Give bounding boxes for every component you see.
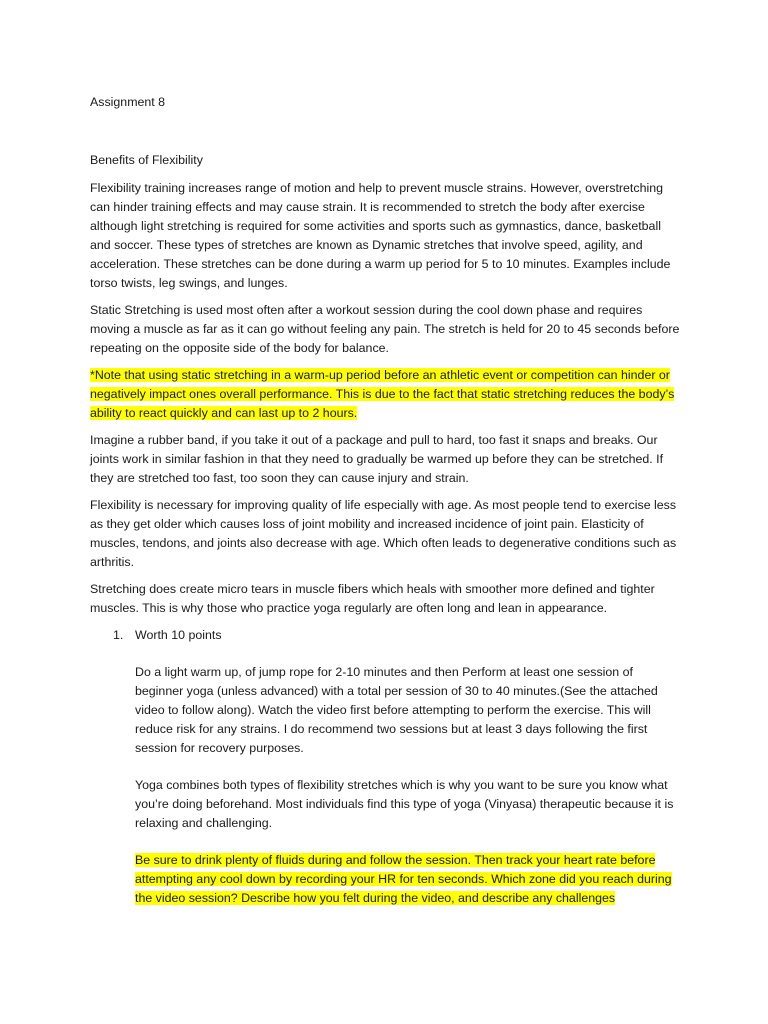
highlighted-note (90, 366, 680, 423)
list-item-title: Worth 10 points (135, 628, 222, 642)
list-number: 1. (113, 628, 124, 642)
paragraph-quality-of-life: Flexibility is necessary for improving quality of life especially with age. As most people tend to exercise less as they get older which causes loss of joint mobility and increased incidence of joint pain. Elasticity of muscles, tendons, and joints also decrease with age. Which often leads to degenerative conditions such as arthritis. (90, 498, 677, 569)
paragraph-static-stretching: Static Stretching is used most often after a workout session during the cool down phase and requires moving a muscle as far as it can go without feeling any pain. The stretch is held for 20 to 45 seconds before repeating on the opposite side of the body for balance. (90, 303, 680, 355)
list-item-yoga-info: Yoga combines both types of flexibility stretches which is why you want to be sure you know what you’re doing beforehand. Most individuals find this type of yoga (Vinyasa) therapeutic because it is relaxing and challenging. (135, 778, 674, 830)
list-item-highlighted-task (135, 851, 680, 908)
paragraph-rubber-band: Imagine a rubber band, if you take it out of a package and pull to hard, too fast it snaps and breaks. Our joints work in similar fashion in that they need to gradually be warmed up before they can be stretched. If they are stretched too fast, too soon they can cause injury and strain. (90, 433, 664, 485)
list-item-instructions: Do a light warm up, of jump rope for 2-10 minutes and then Perform at least one session of beginner yoga (unless advanced) with a total per session of 30 to 40 minutes.(See the attached video to follow along). Watch the video first before attempting to perform the exercise. This will reduce risk for any strains. I do recommend two sessions but at least 3 days following the first session for recovery purposes. (135, 665, 658, 755)
assignment-list (90, 626, 680, 908)
highlight-text: *Note that using static stretching in a warm-up period before an athletic event or competition can hinder or negatively impact ones overall performance. This is due to the fact that static stretching reduces the body’s ability to react quickly and can last up to 2 hours. (90, 368, 675, 420)
document-body (90, 179, 680, 926)
list-item (90, 626, 680, 908)
paragraph-micro-tears: Stretching does create micro tears in muscle fibers which heals with smoother more defined and tighter muscles. This is why those who practice yoga regularly are often long and lean in appearance. (90, 582, 655, 615)
document-title: Assignment 8 (90, 95, 166, 109)
section-heading: Benefits of Flexibility (90, 153, 203, 167)
highlight-text: Be sure to drink plenty of fluids during and follow the session. Then track your heart rate before attempting any cool down by recording your HR for ten seconds. Which zone did you reach during the video session? Describe how you felt during the video, and describe any challenges (135, 853, 672, 905)
paragraph-flexibility-training: Flexibility training increases range of motion and help to prevent muscle strains. However, overstretching can hinder training effects and may cause strain. It is recommended to stretch the body after exercise although light stretching is required for some activities and sports such as gymnastics, dance, basketball and soccer. These types of stretches are known as Dynamic stretches that involve speed, agility, and acceleration. These stretches can be done during a warm up period for 5 to 10 minutes. Examples include torso twists, leg swings, and lunges. (90, 181, 671, 290)
